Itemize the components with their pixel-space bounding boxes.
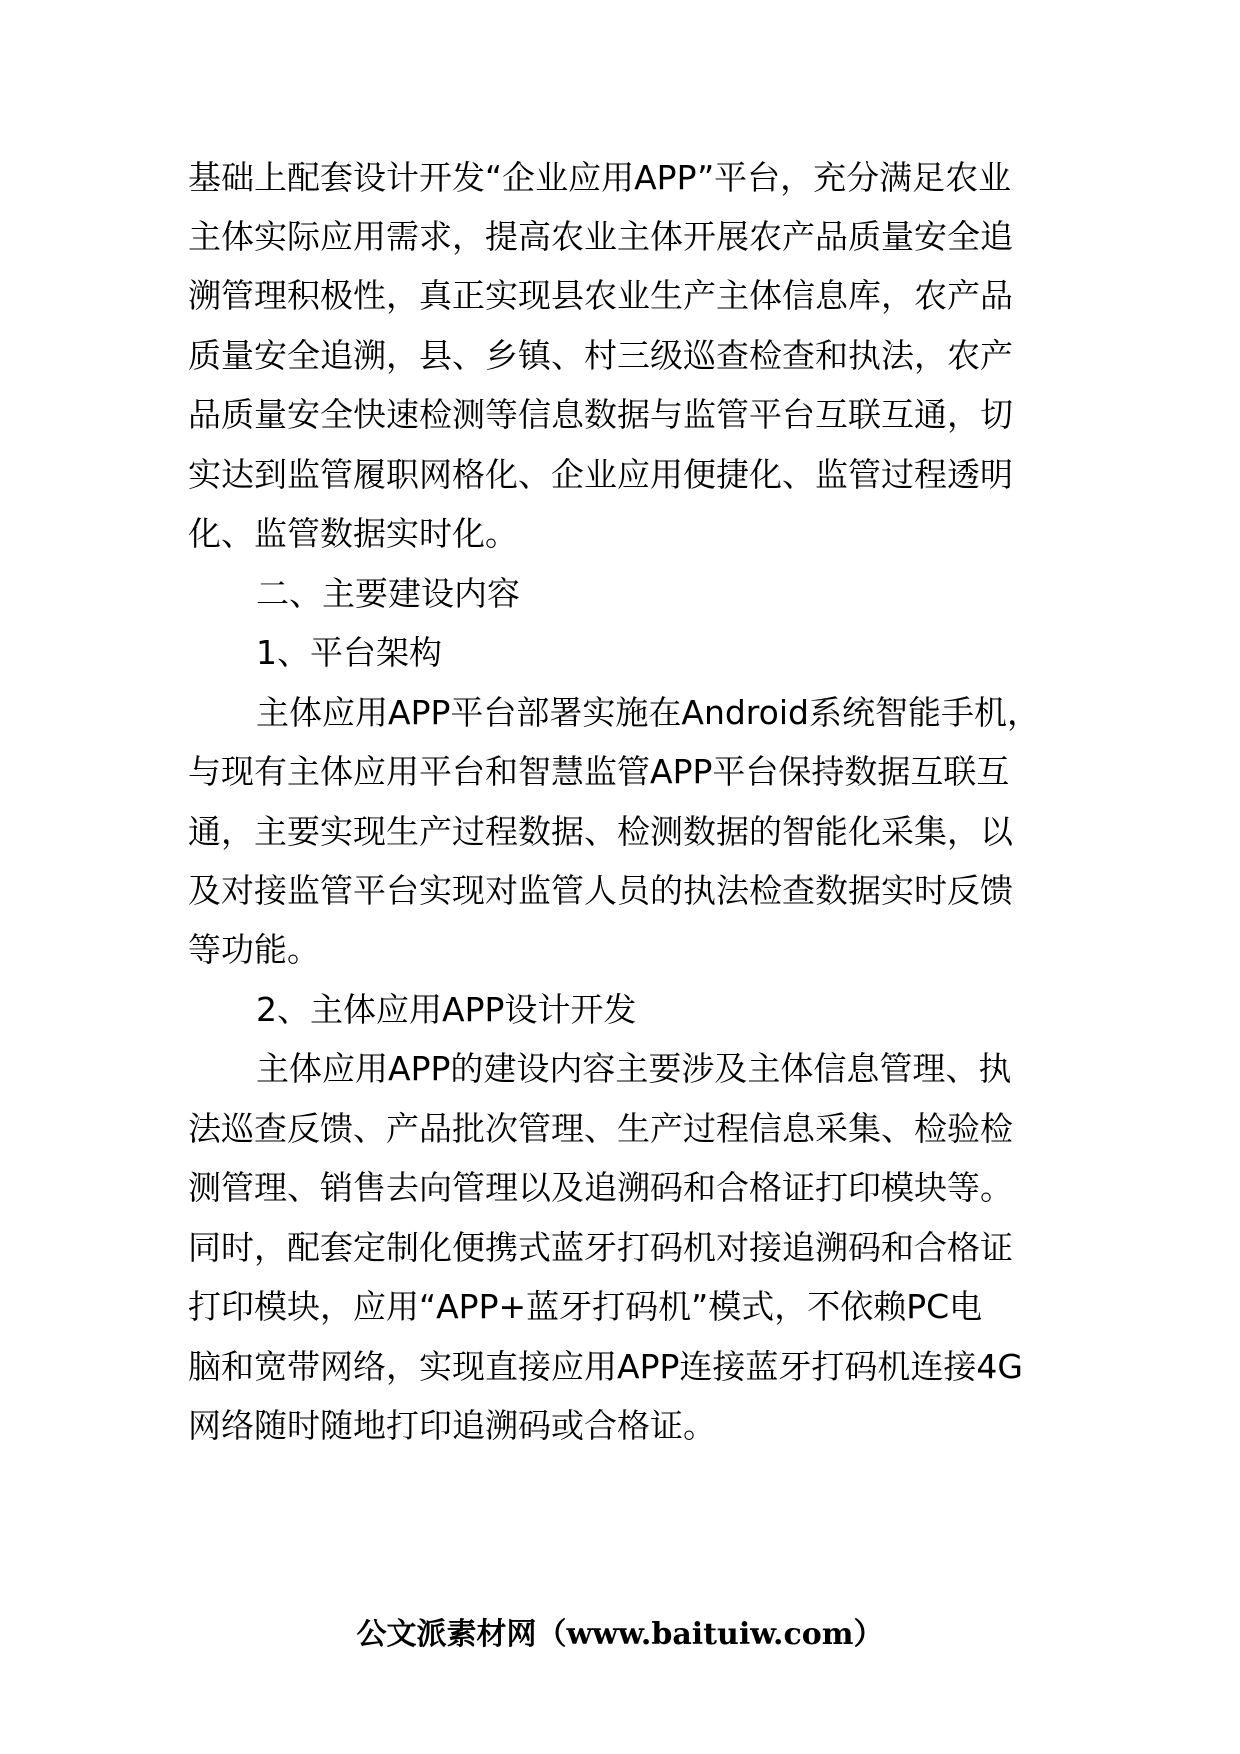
- body-line: 化、监管数据实时化。: [188, 514, 518, 553]
- body-line: 质量安全追溯，县、乡镇、村三级巡查检查和执法，农产: [188, 336, 1013, 375]
- body-line: 溯管理积极性，真正实现县农业生产主体信息库，农产品: [188, 276, 1013, 315]
- body-line: 测管理、销售去向管理以及追溯码和合格证打印模块等。: [188, 1168, 1013, 1207]
- subsection-heading: 2、主体应用APP设计开发: [256, 990, 637, 1029]
- body-line: 主体应用APP的建设内容主要涉及主体信息管理、执: [256, 1049, 1012, 1088]
- body-line: 主体实际应用需求，提高农业主体开展农产品质量安全追: [188, 217, 1013, 256]
- section-heading: 二、主要建设内容: [256, 574, 520, 613]
- body-line: 网络随时随地打印追溯码或合格证。: [188, 1406, 716, 1445]
- body-line: 同时，配套定制化便携式蓝牙打码机对接追溯码和合格证: [188, 1228, 1013, 1267]
- subsection-heading: 1、平台架构: [256, 633, 442, 672]
- body-line: 实达到监管履职网格化、企业应用便捷化、监管过程透明: [188, 455, 1013, 494]
- body-line: 脑和宽带网络，实现直接应用APP连接蓝牙打码机连接4G: [188, 1347, 1023, 1386]
- body-line: 等功能。: [188, 930, 320, 969]
- body-line: 主体应用APP平台部署实施在Android系统智能手机，: [256, 693, 1040, 732]
- footer-watermark: 公文派素材网（www.baituiw.com）: [356, 1617, 884, 1652]
- body-line: 通，主要实现生产过程数据、检测数据的智能化采集，以: [188, 812, 1013, 851]
- body-line: 品质量安全快速检测等信息数据与监管平台互联互通，切: [188, 395, 1013, 434]
- body-line: 及对接监管平台实现对监管人员的执法检查数据实时反馈: [188, 871, 1013, 910]
- body-line: 法巡查反馈、产品批次管理、生产过程信息采集、检验检: [188, 1109, 1013, 1148]
- body-line: 基础上配套设计开发“企业应用APP”平台，充分满足农业: [188, 158, 1012, 197]
- body-line: 与现有主体应用平台和智慧监管APP平台保持数据互联互: [188, 752, 1010, 791]
- body-line: 打印模块，应用“APP+蓝牙打码机”模式，不依赖PC电: [188, 1287, 983, 1326]
